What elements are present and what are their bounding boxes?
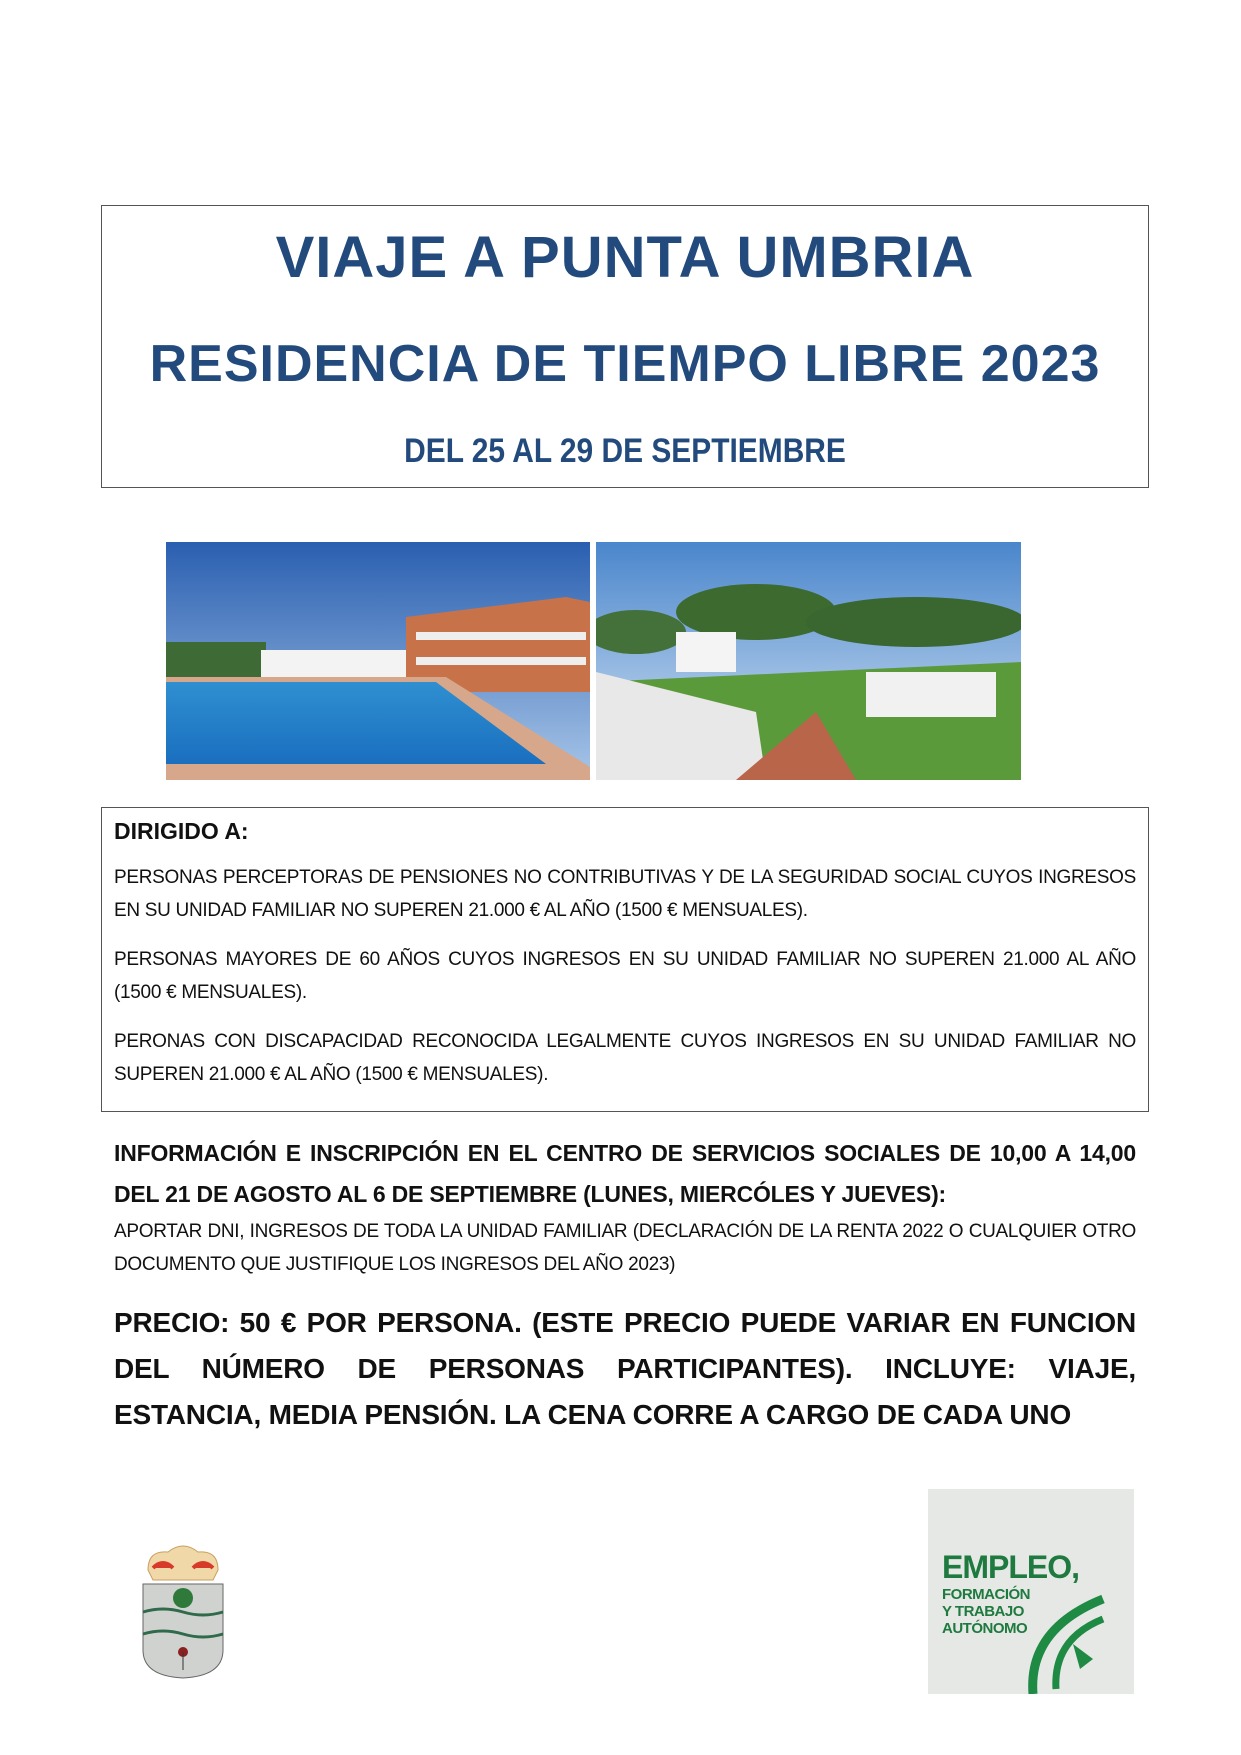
- pool-photo: [166, 542, 590, 780]
- empleo-logo-title: EMPLEO,: [942, 1549, 1080, 1585]
- registration-info: [114, 1133, 1136, 1281]
- garden-photo: [596, 542, 1021, 780]
- price-info: PRECIO: 50 € POR PERSONA. (ESTE PRECIO PUEDE VARIAR EN FUNCION DEL NÚMERO DE PERSONAS PARTICIPANTES). INCLUYE: VIAJE, ESTANCIA, MEDIA PENSIÓN. LA CENA CORRE A CARGO DE CADA UNO: [114, 1307, 1136, 1430]
- eligibility-box: [101, 807, 1149, 1112]
- registration-detail: APORTAR DNI, INGRESOS DE TODA LA UNIDAD FAMILIAR (DECLARACIÓN DE LA RENTA 2022 O CUALQUIER OTRO DOCUMENTO QUE JUSTIFIQUE LOS INGRESOS DEL AÑO 2023): [114, 1221, 1136, 1275]
- empleo-logo: [928, 1489, 1134, 1694]
- municipal-crest-logo: [138, 1540, 228, 1680]
- empleo-logo-line: Y TRABAJO: [942, 1603, 1024, 1620]
- page-subtitle: RESIDENCIA DE TIEMPO LIBRE 2023: [149, 335, 1101, 393]
- eligibility-item: PERSONAS PERCEPTORAS DE PENSIONES NO CONTRIBUTIVAS Y DE LA SEGURIDAD SOCIAL CUYOS INGRESOS EN SU UNIDAD FAMILIAR NO SUPEREN 21.000 € AL AÑO (1500 € MENSUALES).: [114, 867, 1136, 921]
- empleo-logo-line: FORMACIÓN: [942, 1586, 1030, 1603]
- eligibility-item: PERONAS CON DISCAPACIDAD RECONOCIDA LEGALMENTE CUYOS INGRESOS EN SU UNIDAD FAMILIAR NO SUPEREN 21.000 € AL AÑO (1500 € MENSUALES).: [114, 1031, 1136, 1085]
- title-box: [101, 205, 1149, 488]
- registration-main: INFORMACIÓN E INSCRIPCIÓN EN EL CENTRO DE SERVICIOS SOCIALES DE 10,00 A 14,00 DEL 21 DE AGOSTO AL 6 DE SEPTIEMBRE (LUNES, MIERCÓLES Y JUEVES):: [114, 1140, 1136, 1207]
- empleo-logo-line: AUTÓNOMO: [942, 1620, 1028, 1637]
- eligibility-heading: DIRIGIDO A:: [114, 818, 249, 844]
- trip-dates: DEL 25 AL 29 DE SEPTIEMBRE: [404, 432, 846, 470]
- page-title: VIAJE A PUNTA UMBRIA: [275, 225, 975, 290]
- eligibility-item: PERSONAS MAYORES DE 60 AÑOS CUYOS INGRESOS EN SU UNIDAD FAMILIAR NO SUPEREN 21.000 AL AÑO (1500 € MENSUALES).: [114, 949, 1136, 1003]
- andalucia-arcs-icon: [1018, 1589, 1128, 1694]
